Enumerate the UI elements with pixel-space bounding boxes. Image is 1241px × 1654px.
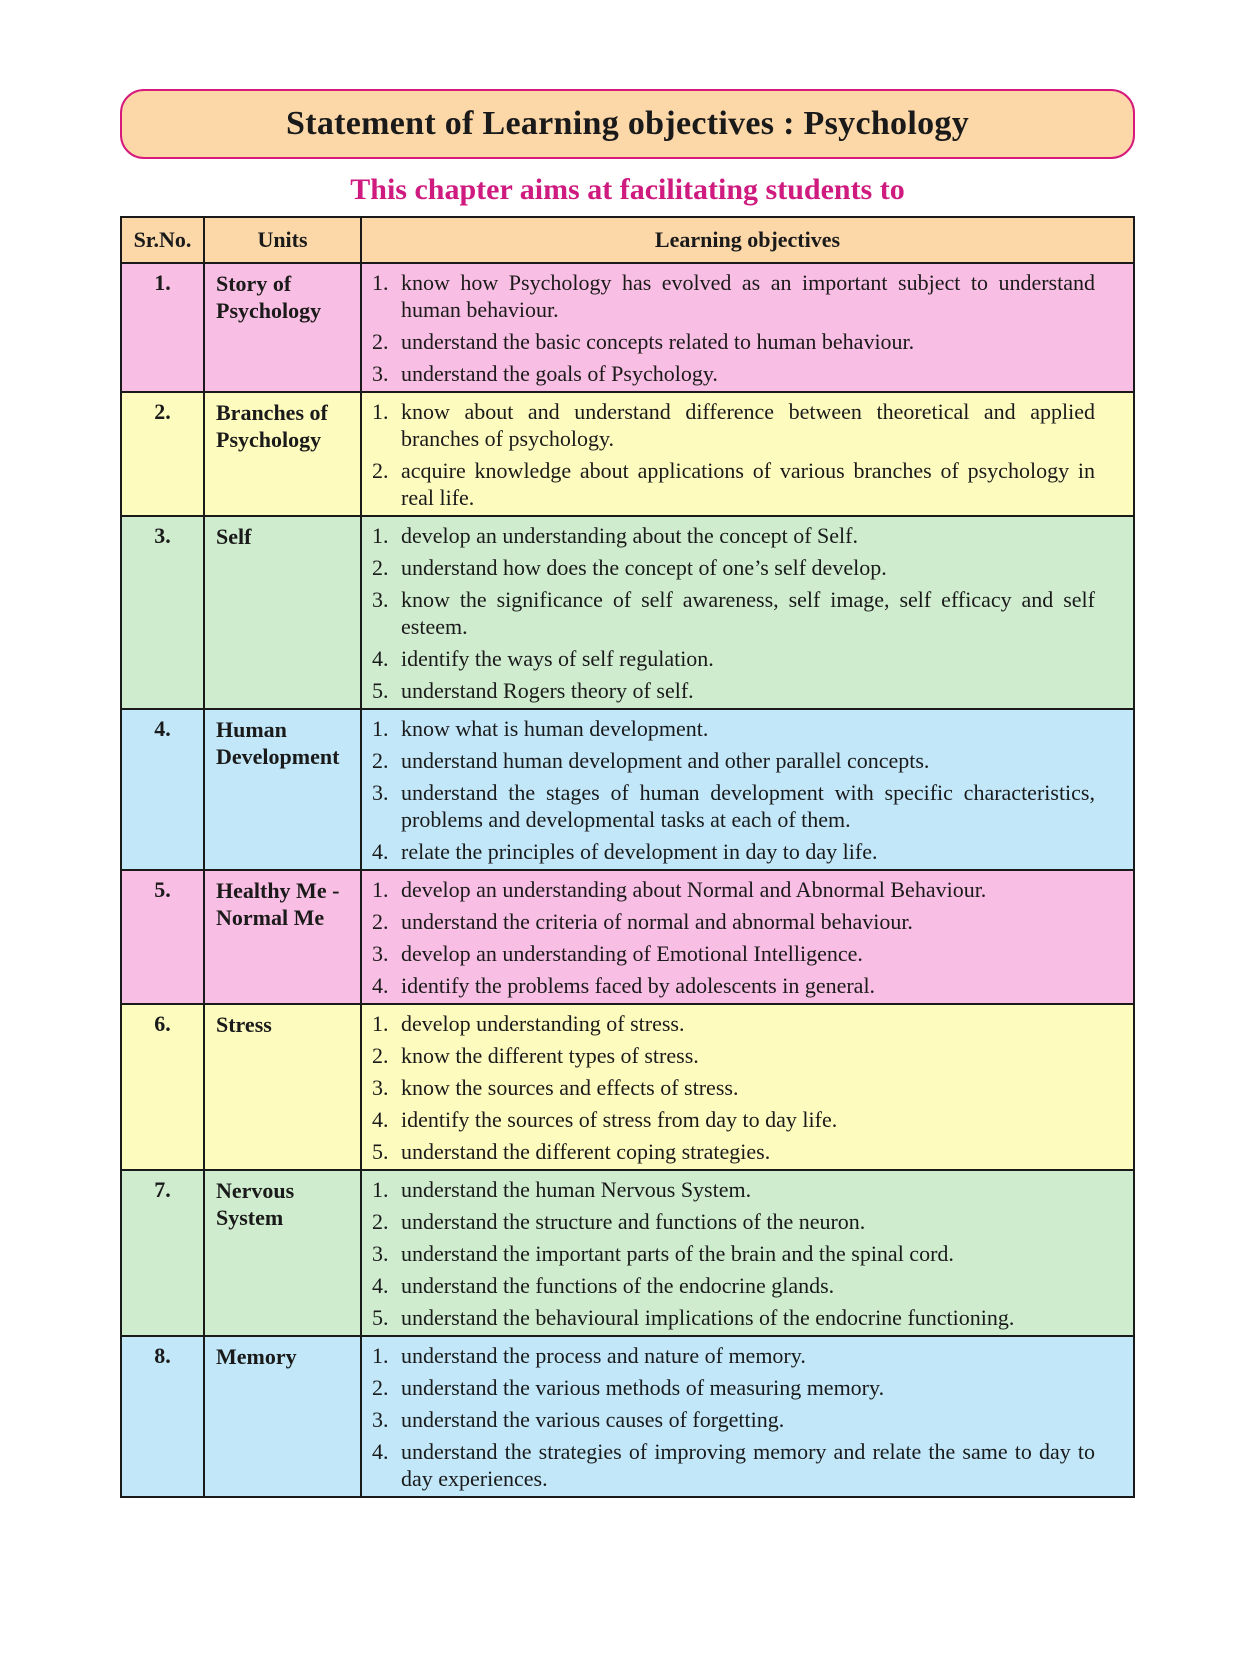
list-item (372, 838, 1095, 865)
objective-number: 1. (372, 716, 389, 741)
objective-number: 5. (372, 678, 389, 703)
list-item (372, 1176, 1095, 1203)
objective-text: develop an understanding of Emotional Intelligence. (401, 941, 863, 966)
list-item (372, 360, 1095, 387)
table-row (121, 516, 1134, 709)
objective-number: 3. (372, 780, 389, 805)
list-item (372, 1042, 1095, 1069)
row-unit-name: Healthy Me - Normal Me (204, 870, 361, 1004)
page-title-banner (120, 89, 1135, 159)
list-item (372, 522, 1095, 549)
list-item (372, 940, 1095, 967)
objectives-list (372, 1010, 1095, 1165)
objective-number: 2. (372, 1209, 389, 1234)
objective-text: relate the principles of development in day to day life. (401, 839, 878, 864)
objective-text: understand the behavioural implications of the endocrine functioning. (401, 1305, 1015, 1330)
table-header-row (121, 217, 1134, 263)
table-row (121, 870, 1134, 1004)
list-item (372, 1106, 1095, 1133)
table-row (121, 1004, 1134, 1170)
objective-text: understand the criteria of normal and abnormal behaviour. (401, 909, 913, 934)
list-item (372, 1304, 1095, 1331)
objective-number: 5. (372, 1139, 389, 1164)
row-objectives-cell (361, 870, 1134, 1004)
row-unit-name: Self (204, 516, 361, 709)
list-item (372, 908, 1095, 935)
objective-text: understand human development and other parallel concepts. (401, 748, 930, 773)
list-item (372, 715, 1095, 742)
objective-text: know the sources and effects of stress. (401, 1075, 739, 1100)
objective-text: understand the strategies of improving memory and relate the same to day to day experiences. (401, 1439, 1095, 1491)
objective-number: 3. (372, 941, 389, 966)
objective-number: 1. (372, 399, 389, 424)
objective-number: 2. (372, 909, 389, 934)
objective-text: understand the functions of the endocrine glands. (401, 1273, 835, 1298)
objective-number: 2. (372, 458, 389, 483)
objectives-list (372, 522, 1095, 704)
row-objectives-cell (361, 709, 1134, 870)
objective-text: understand the goals of Psychology. (401, 361, 718, 386)
list-item (372, 645, 1095, 672)
objective-number: 1. (372, 1343, 389, 1368)
list-item (372, 1438, 1095, 1492)
objective-text: know how Psychology has evolved as an important subject to understand human behaviour. (401, 270, 1095, 322)
list-item (372, 554, 1095, 581)
list-item (372, 1208, 1095, 1235)
row-sr-no: 6. (121, 1004, 204, 1170)
row-objectives-cell (361, 392, 1134, 516)
table-row (121, 263, 1134, 392)
objective-text: identify the ways of self regulation. (401, 646, 714, 671)
table-body (121, 263, 1134, 1497)
chapter-aim-subtitle: This chapter aims at facilitating students to (350, 173, 905, 206)
list-item (372, 1272, 1095, 1299)
list-item (372, 398, 1095, 452)
objective-text: understand the basic concepts related to human behaviour. (401, 329, 915, 354)
objective-number: 3. (372, 1241, 389, 1266)
objective-number: 1. (372, 523, 389, 548)
objective-text: acquire knowledge about applications of various branches of psychology in real life. (401, 458, 1095, 510)
row-sr-no: 2. (121, 392, 204, 516)
objective-number: 2. (372, 555, 389, 580)
row-unit-name: Story of Psychology (204, 263, 361, 392)
list-item (372, 1342, 1095, 1369)
objective-text: understand the stages of human development with specific characteristics, problems and developmental tasks at each of them. (401, 780, 1095, 832)
row-unit-name: Human Development (204, 709, 361, 870)
list-item (372, 972, 1095, 999)
row-objectives-cell (361, 1004, 1134, 1170)
objective-number: 2. (372, 329, 389, 354)
row-objectives-cell (361, 1336, 1134, 1497)
row-sr-no: 1. (121, 263, 204, 392)
objective-text: know the significance of self awareness, self image, self efficacy and self esteem. (401, 587, 1095, 639)
objectives-list (372, 715, 1095, 865)
objective-number: 4. (372, 1273, 389, 1298)
objective-number: 2. (372, 748, 389, 773)
table-row (121, 1170, 1134, 1336)
objective-number: 2. (372, 1043, 389, 1068)
list-item (372, 677, 1095, 704)
row-sr-no: 7. (121, 1170, 204, 1336)
objective-text: develop understanding of stress. (401, 1011, 685, 1036)
objective-number: 1. (372, 877, 389, 902)
list-item (372, 747, 1095, 774)
list-item (372, 779, 1095, 833)
row-sr-no: 4. (121, 709, 204, 870)
objective-number: 4. (372, 839, 389, 864)
list-item (372, 1240, 1095, 1267)
objective-text: understand the human Nervous System. (401, 1177, 752, 1202)
objectives-list (372, 876, 1095, 999)
objective-number: 1. (372, 1177, 389, 1202)
header-sr-no: Sr.No. (121, 217, 204, 263)
list-item (372, 328, 1095, 355)
learning-objectives-table (120, 216, 1135, 1498)
list-item (372, 269, 1095, 323)
objective-number: 2. (372, 1375, 389, 1400)
objective-text: know about and understand difference between theoretical and applied branches of psychology. (401, 399, 1095, 451)
row-objectives-cell (361, 1170, 1134, 1336)
objective-number: 3. (372, 587, 389, 612)
objective-text: understand how does the concept of one’s self develop. (401, 555, 887, 580)
objective-text: understand the structure and functions of the neuron. (401, 1209, 866, 1234)
list-item (372, 457, 1095, 511)
row-unit-name: Nervous System (204, 1170, 361, 1336)
objective-text: know what is human development. (401, 716, 709, 741)
row-unit-name: Branches of Psychology (204, 392, 361, 516)
objective-text: identify the problems faced by adolescents in general. (401, 973, 876, 998)
objective-number: 1. (372, 1011, 389, 1036)
list-item (372, 1138, 1095, 1165)
objective-text: understand Rogers theory of self. (401, 678, 694, 703)
objective-text: understand the different coping strategies. (401, 1139, 771, 1164)
header-units: Units (204, 217, 361, 263)
objectives-list (372, 269, 1095, 387)
document-page (120, 89, 1135, 1498)
objective-number: 4. (372, 646, 389, 671)
row-objectives-cell (361, 516, 1134, 709)
list-item (372, 1374, 1095, 1401)
objectives-list (372, 398, 1095, 511)
list-item (372, 1406, 1095, 1433)
objective-number: 1. (372, 270, 389, 295)
objective-number: 4. (372, 1107, 389, 1132)
objective-text: know the different types of stress. (401, 1043, 699, 1068)
objective-number: 3. (372, 1407, 389, 1432)
objective-number: 5. (372, 1305, 389, 1330)
objective-number: 3. (372, 361, 389, 386)
row-sr-no: 5. (121, 870, 204, 1004)
row-sr-no: 3. (121, 516, 204, 709)
objective-number: 4. (372, 1439, 389, 1464)
list-item (372, 586, 1095, 640)
objective-text: identify the sources of stress from day to day life. (401, 1107, 838, 1132)
row-sr-no: 8. (121, 1336, 204, 1497)
objective-number: 3. (372, 1075, 389, 1100)
row-unit-name: Stress (204, 1004, 361, 1170)
objectives-list (372, 1342, 1095, 1492)
list-item (372, 876, 1095, 903)
row-unit-name: Memory (204, 1336, 361, 1497)
table-row (121, 392, 1134, 516)
list-item (372, 1010, 1095, 1037)
objective-text: develop an understanding about Normal and Abnormal Behaviour. (401, 877, 987, 902)
objective-text: understand the various causes of forgetting. (401, 1407, 785, 1432)
list-item (372, 1074, 1095, 1101)
objectives-list (372, 1176, 1095, 1331)
header-learning-objectives: Learning objectives (361, 217, 1134, 263)
table-row (121, 709, 1134, 870)
objective-text: understand the process and nature of memory. (401, 1343, 806, 1368)
page-title: Statement of Learning objectives : Psychology (285, 105, 969, 142)
objective-text: develop an understanding about the concept of Self. (401, 523, 858, 548)
objective-text: understand the various methods of measuring memory. (401, 1375, 885, 1400)
table-row (121, 1336, 1134, 1497)
objective-text: understand the important parts of the brain and the spinal cord. (401, 1241, 954, 1266)
row-objectives-cell (361, 263, 1134, 392)
objective-number: 4. (372, 973, 389, 998)
